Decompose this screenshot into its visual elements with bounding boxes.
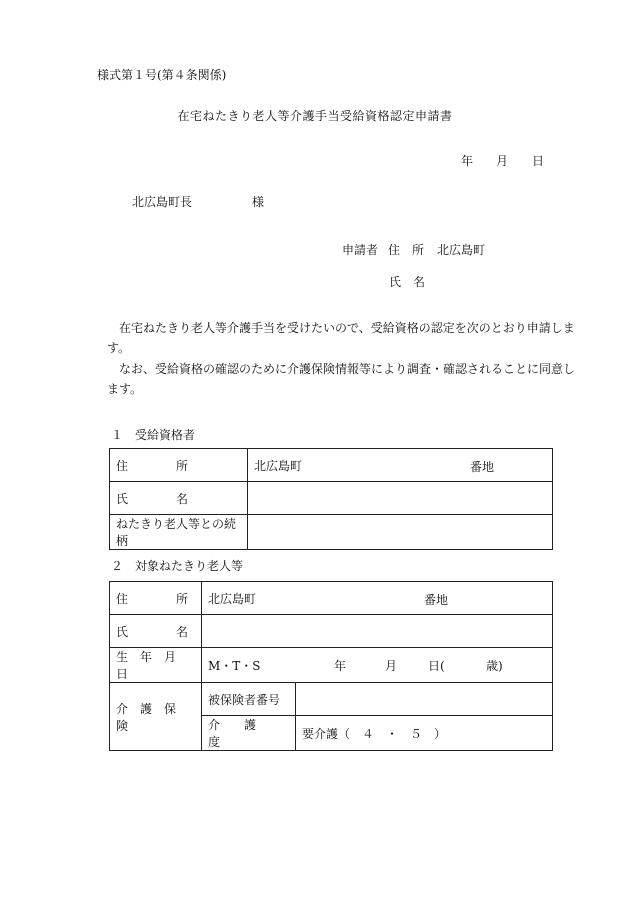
addressee-name: 北広島町長 xyxy=(132,195,193,209)
dob-month-label: 月 xyxy=(385,659,398,673)
document-title: 在宅ねたきり老人等介護手当受給資格認定申請書 xyxy=(177,109,453,123)
care-level-field[interactable]: 要介護（ ４ ・ ５ ） xyxy=(296,716,553,751)
applicant-name-label: 氏 名 xyxy=(389,275,426,289)
elderly-address-banchi: 番地 xyxy=(424,593,449,607)
table-row xyxy=(110,615,553,648)
form-code: 様式第１号(第４条関係) xyxy=(97,68,227,82)
dob-age-label: 歳) xyxy=(486,659,503,673)
recipient-name-label: 氏 名 xyxy=(110,482,248,515)
applicant-address-label: 住 所 xyxy=(388,243,425,257)
application-statement: 在宅ねたきり老人等介護手当を受けたいので、受給資格の認定を次のとおり申請します。 xyxy=(107,321,575,355)
elderly-dob-label: 生 年 月 日 xyxy=(110,648,202,683)
table-row xyxy=(110,683,553,716)
table-row xyxy=(110,515,553,550)
addressee-honorific: 様 xyxy=(252,195,265,209)
applicant-town: 北広島町 xyxy=(437,243,486,257)
table-row xyxy=(110,582,553,615)
elderly-dob-field[interactable] xyxy=(202,648,553,683)
elderly-address-town: 北広島町 xyxy=(208,591,257,606)
recipient-address-label: 住 所 xyxy=(110,449,248,482)
section1-heading: １ 受給資格者 xyxy=(111,428,196,442)
table-row xyxy=(110,449,553,482)
recipient-relation-label: ねたきり老人等との続柄 xyxy=(110,515,248,550)
dob-day-label: 日( xyxy=(428,659,445,673)
elderly-name-label: 氏 名 xyxy=(110,615,202,648)
table-row xyxy=(110,648,553,683)
consent-statement: なお、受給資格の確認のために介護保険情報等により調査・確認されることに同意します。 xyxy=(107,362,576,396)
recipient-relation-field[interactable] xyxy=(248,515,553,550)
date-month-label: 月 xyxy=(496,154,509,168)
date-year-label: 年 xyxy=(461,154,474,168)
elderly-table xyxy=(109,581,553,751)
section2-heading: ２ 対象ねたきり老人等 xyxy=(111,559,244,573)
care-insurance-label: 介 護 保 険 xyxy=(110,683,202,751)
insured-number-field[interactable] xyxy=(296,683,553,716)
applicant-label: 申請者 xyxy=(342,243,379,257)
dob-era: M・T・S xyxy=(208,659,261,673)
care-level-label: 介 護 度 xyxy=(202,716,296,751)
date-day-label: 日 xyxy=(532,154,545,168)
recipient-address-banchi: 番地 xyxy=(470,460,495,474)
recipient-address-field[interactable] xyxy=(248,449,553,482)
addressee xyxy=(132,193,264,210)
insured-number-label: 被保険者番号 xyxy=(202,683,296,716)
elderly-address-field[interactable] xyxy=(202,582,553,615)
recipient-name-field[interactable] xyxy=(248,482,553,515)
elderly-address-label: 住 所 xyxy=(110,582,202,615)
elderly-name-field[interactable] xyxy=(202,615,553,648)
recipient-table xyxy=(109,448,553,550)
dob-year-label: 年 xyxy=(334,659,347,673)
recipient-address-town: 北広島町 xyxy=(254,458,303,473)
table-row xyxy=(110,482,553,515)
